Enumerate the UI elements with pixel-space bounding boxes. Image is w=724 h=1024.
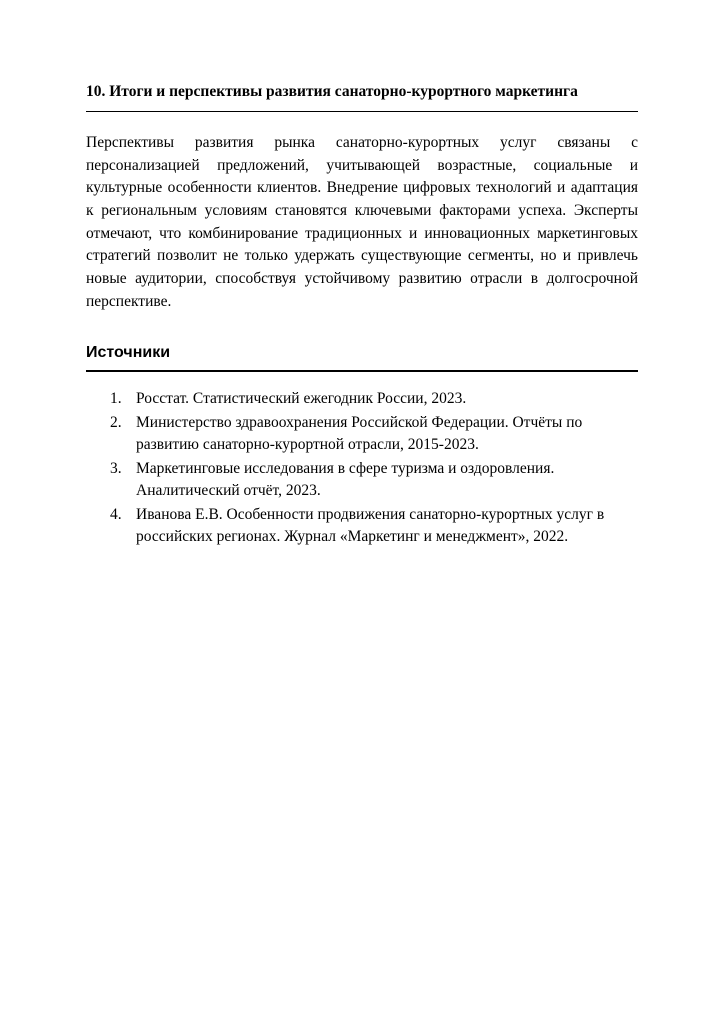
list-item-text: Иванова Е.В. Особенности продвижения санаторно-курортных услуг в российских регионах. Журнал «Маркетинг и менеджмент», 2022. (136, 506, 605, 546)
list-item (110, 388, 638, 410)
list-item-text: Маркетинговые исследования в сфере туризма и оздоровления. Аналитический отчёт, 2023. (136, 460, 555, 500)
list-item (110, 412, 638, 456)
list-item-text: Министерство здравоохранения Российской Федерации. Отчёты по развитию санаторно-курортной отрасли, 2015-2023. (136, 414, 583, 454)
section-heading: 10. Итоги и перспективы развития санаторно-курортного маркетинга (86, 82, 638, 112)
list-item-number: 2. (110, 414, 122, 432)
list-item-text: Росстат. Статистический ежегодник России, 2023. (136, 390, 467, 408)
sources-list (110, 388, 638, 548)
sources-heading: Источники (86, 343, 638, 372)
list-item-number: 3. (110, 460, 122, 478)
list-item (110, 458, 638, 502)
list-item-number: 1. (110, 390, 122, 408)
list-item-number: 4. (110, 506, 122, 524)
list-item (110, 504, 638, 548)
body-paragraph: Перспективы развития рынка санаторно-курортных услуг связаны с персонализацией предложений, учитывающей возрастные, социальные и культурные особенности клиентов. Внедрение цифровых технологий и адаптация к региональным условиям становятся ключевыми факторами успеха. Эксперты отмечают, что комбинирование традиционных и инновационных маркетинговых стратегий позволит не только удержать существующие сегменты, но и привлечь новые аудитории, способствуя устойчивому развитию отрасли в долгосрочной перспективе. (86, 134, 638, 310)
